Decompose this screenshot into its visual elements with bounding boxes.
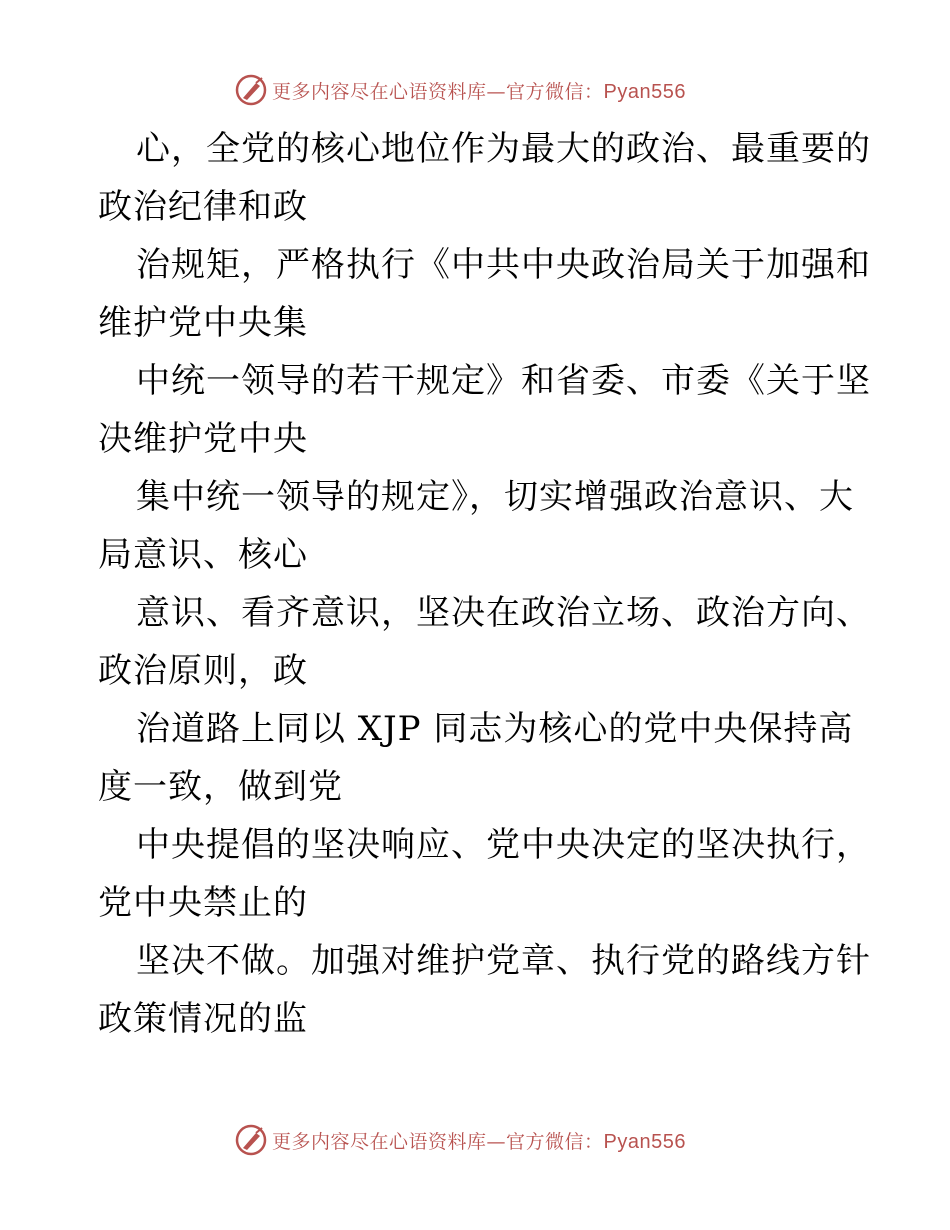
text-line: 坚决不做。加强对维护党章、执行党的路线方针 <box>136 941 871 981</box>
header-watermark <box>234 72 686 108</box>
document-body <box>98 120 871 1048</box>
text-line: 中统一领导的若干规定》和省委、市委《关于坚 <box>136 361 871 401</box>
text-line: 党中央禁止的 <box>98 883 308 923</box>
watermark-text: 更多内容尽在心语资料库—官方微信：Pyan556 <box>272 80 686 103</box>
text-line: 心，全党的核心地位作为最大的政治、最重要的 <box>136 129 871 169</box>
watermark-text: 更多内容尽在心语资料库—官方微信：Pyan556 <box>272 1130 686 1153</box>
text-line: 中央提倡的坚决响应、党中央决定的坚决执行， <box>136 825 871 865</box>
quill-logo-icon <box>234 1123 268 1157</box>
footer-watermark <box>234 1122 686 1158</box>
text-line: 度一致，做到党 <box>98 767 343 807</box>
text-line: 集中统一领导的规定》，切实增强政治意识、大 <box>136 477 854 517</box>
watermark-wechat-id: Pyan556 <box>603 80 686 103</box>
quill-logo-icon <box>234 73 268 107</box>
text-line: 决维护党中央 <box>98 419 308 459</box>
text-line: 治规矩，严格执行《中共中央政治局关于加强和 <box>136 245 871 285</box>
watermark-wechat-id: Pyan556 <box>603 1130 686 1153</box>
text-line: 维护党中央集 <box>98 303 308 343</box>
text-line: 政治纪律和政 <box>98 187 308 227</box>
text-line: 意识、看齐意识，坚决在政治立场、政治方向、 <box>136 593 871 633</box>
text-line: 治道路上同以 XJP 同志为核心的党中央保持高 <box>136 709 854 749</box>
text-line: 局意识、核心 <box>98 535 308 575</box>
text-line: 政治原则，政 <box>98 651 308 691</box>
text-line: 政策情况的监 <box>98 999 308 1039</box>
